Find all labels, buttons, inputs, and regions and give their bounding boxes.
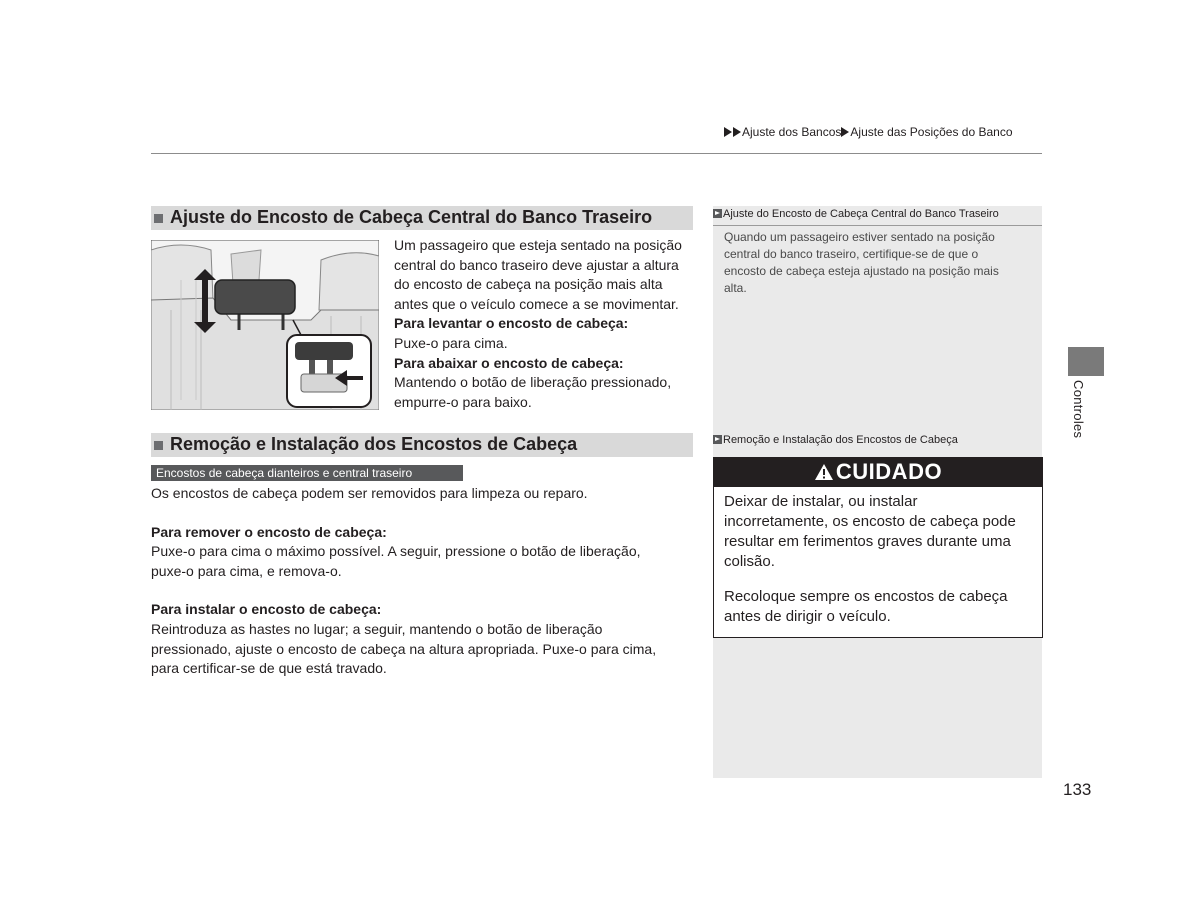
caution-title: [714, 459, 1042, 485]
warning-triangle-icon: [814, 463, 834, 481]
caution-line: incorretamente, os encosto de cabeça pode: [724, 513, 1016, 530]
body-line: antes que o veículo comece a se movimentar.: [394, 295, 679, 312]
sub-label: Encostos de cabeça dianteiros e central traseiro: [156, 466, 413, 480]
caution-title-text: CUIDADO: [835, 459, 943, 484]
note-header-text: Remoção e Instalação dos Encostos de Cabeça: [723, 434, 958, 446]
body-line: Os encostos de cabeça podem ser removidos para limpeza ou reparo.: [151, 485, 588, 501]
section-bullet-icon: [154, 441, 163, 450]
lower-instruction-line: Mantendo o botão de liberação pressionado,: [394, 374, 672, 391]
note-line: alta.: [724, 281, 747, 295]
raise-heading: Para levantar o encosto de cabeça:: [394, 315, 629, 332]
section-bullet-icon: [154, 214, 163, 223]
note-ref-icon: [713, 209, 722, 218]
breadcrumb-item-seat-position[interactable]: Ajuste das Posições do Banco: [850, 125, 1013, 139]
section1-body: [394, 236, 694, 412]
page-number: 133: [1063, 780, 1092, 799]
breadcrumb: [724, 125, 1013, 139]
note-divider: [713, 225, 1042, 226]
breadcrumb-item-seats[interactable]: Ajuste dos Bancos: [742, 125, 842, 139]
section2-body: [151, 484, 691, 679]
section-title: Ajuste do Encosto de Cabeça Central do Banco Traseiro: [170, 207, 653, 227]
caution-line: antes de dirigir o veículo.: [724, 608, 891, 625]
body-line: Um passageiro que esteja sentado na posição: [394, 237, 682, 253]
note-header-center-headrest[interactable]: [713, 208, 1042, 220]
lower-heading: Para abaixar o encosto de cabeça:: [394, 354, 624, 371]
install-instruction-line: pressionado, ajuste o encosto de cabeça na altura apropriada. Puxe-o para cima,: [151, 640, 657, 657]
note-line: encosto de cabeça esteja ajustado na posição mais: [724, 264, 999, 278]
install-instruction-line: para certificar-se de que está travado.: [151, 660, 387, 677]
install-heading: Para instalar o encosto de cabeça:: [151, 601, 382, 618]
remove-heading: Para remover o encosto de cabeça:: [151, 523, 387, 540]
caution-line: resultar em ferimentos graves durante uma: [724, 533, 1011, 550]
breadcrumb-arrow-icon: [724, 127, 732, 137]
install-instruction-line: Reintroduza as hastes no lugar; a seguir, mantendo o botão de liberação: [151, 620, 603, 637]
note-body: [724, 229, 1034, 297]
breadcrumb-arrow-icon: [841, 127, 849, 137]
chapter-tab-marker[interactable]: [1068, 347, 1104, 376]
remove-instruction-line: puxe-o para cima, e remova-o.: [151, 562, 342, 579]
note-line: central do banco traseiro, certifique-se de que o: [724, 247, 979, 261]
raise-instruction: Puxe-o para cima.: [394, 334, 508, 351]
caution-line: colisão.: [724, 553, 775, 570]
remove-instruction-line: Puxe-o para cima o máximo possível. A seguir, pressione o botão de liberação,: [151, 543, 641, 560]
caution-line: Deixar de instalar, ou instalar: [724, 493, 918, 510]
caution-body: [724, 492, 1036, 642]
note-line: Quando um passageiro estiver sentado na posição: [724, 230, 995, 244]
caution-paragraph: [724, 492, 1036, 572]
headrest-illustration: [151, 240, 379, 410]
lower-instruction-line: empurre-o para baixo.: [394, 393, 532, 410]
section-heading-center-headrest: [151, 206, 693, 230]
header-divider: [151, 153, 1042, 154]
section-title: Remoção e Instalação dos Encostos de Cabeça: [170, 434, 578, 454]
chapter-tab-label: Controles: [1071, 380, 1086, 439]
caution-line: Recoloque sempre os encostos de cabeça: [724, 588, 1008, 605]
note-ref-icon: [713, 435, 722, 444]
caution-paragraph: [724, 587, 1036, 627]
section-heading-removal-installation: [151, 433, 693, 457]
body-line: central do banco traseiro deve ajustar a altura: [394, 256, 679, 273]
breadcrumb-arrow-icon: [733, 127, 741, 137]
body-line: do encosto de cabeça na posição mais alta: [394, 276, 663, 293]
note-header-removal-installation[interactable]: [713, 434, 1042, 446]
note-header-text: Ajuste do Encosto de Cabeça Central do Banco Traseiro: [723, 208, 999, 220]
